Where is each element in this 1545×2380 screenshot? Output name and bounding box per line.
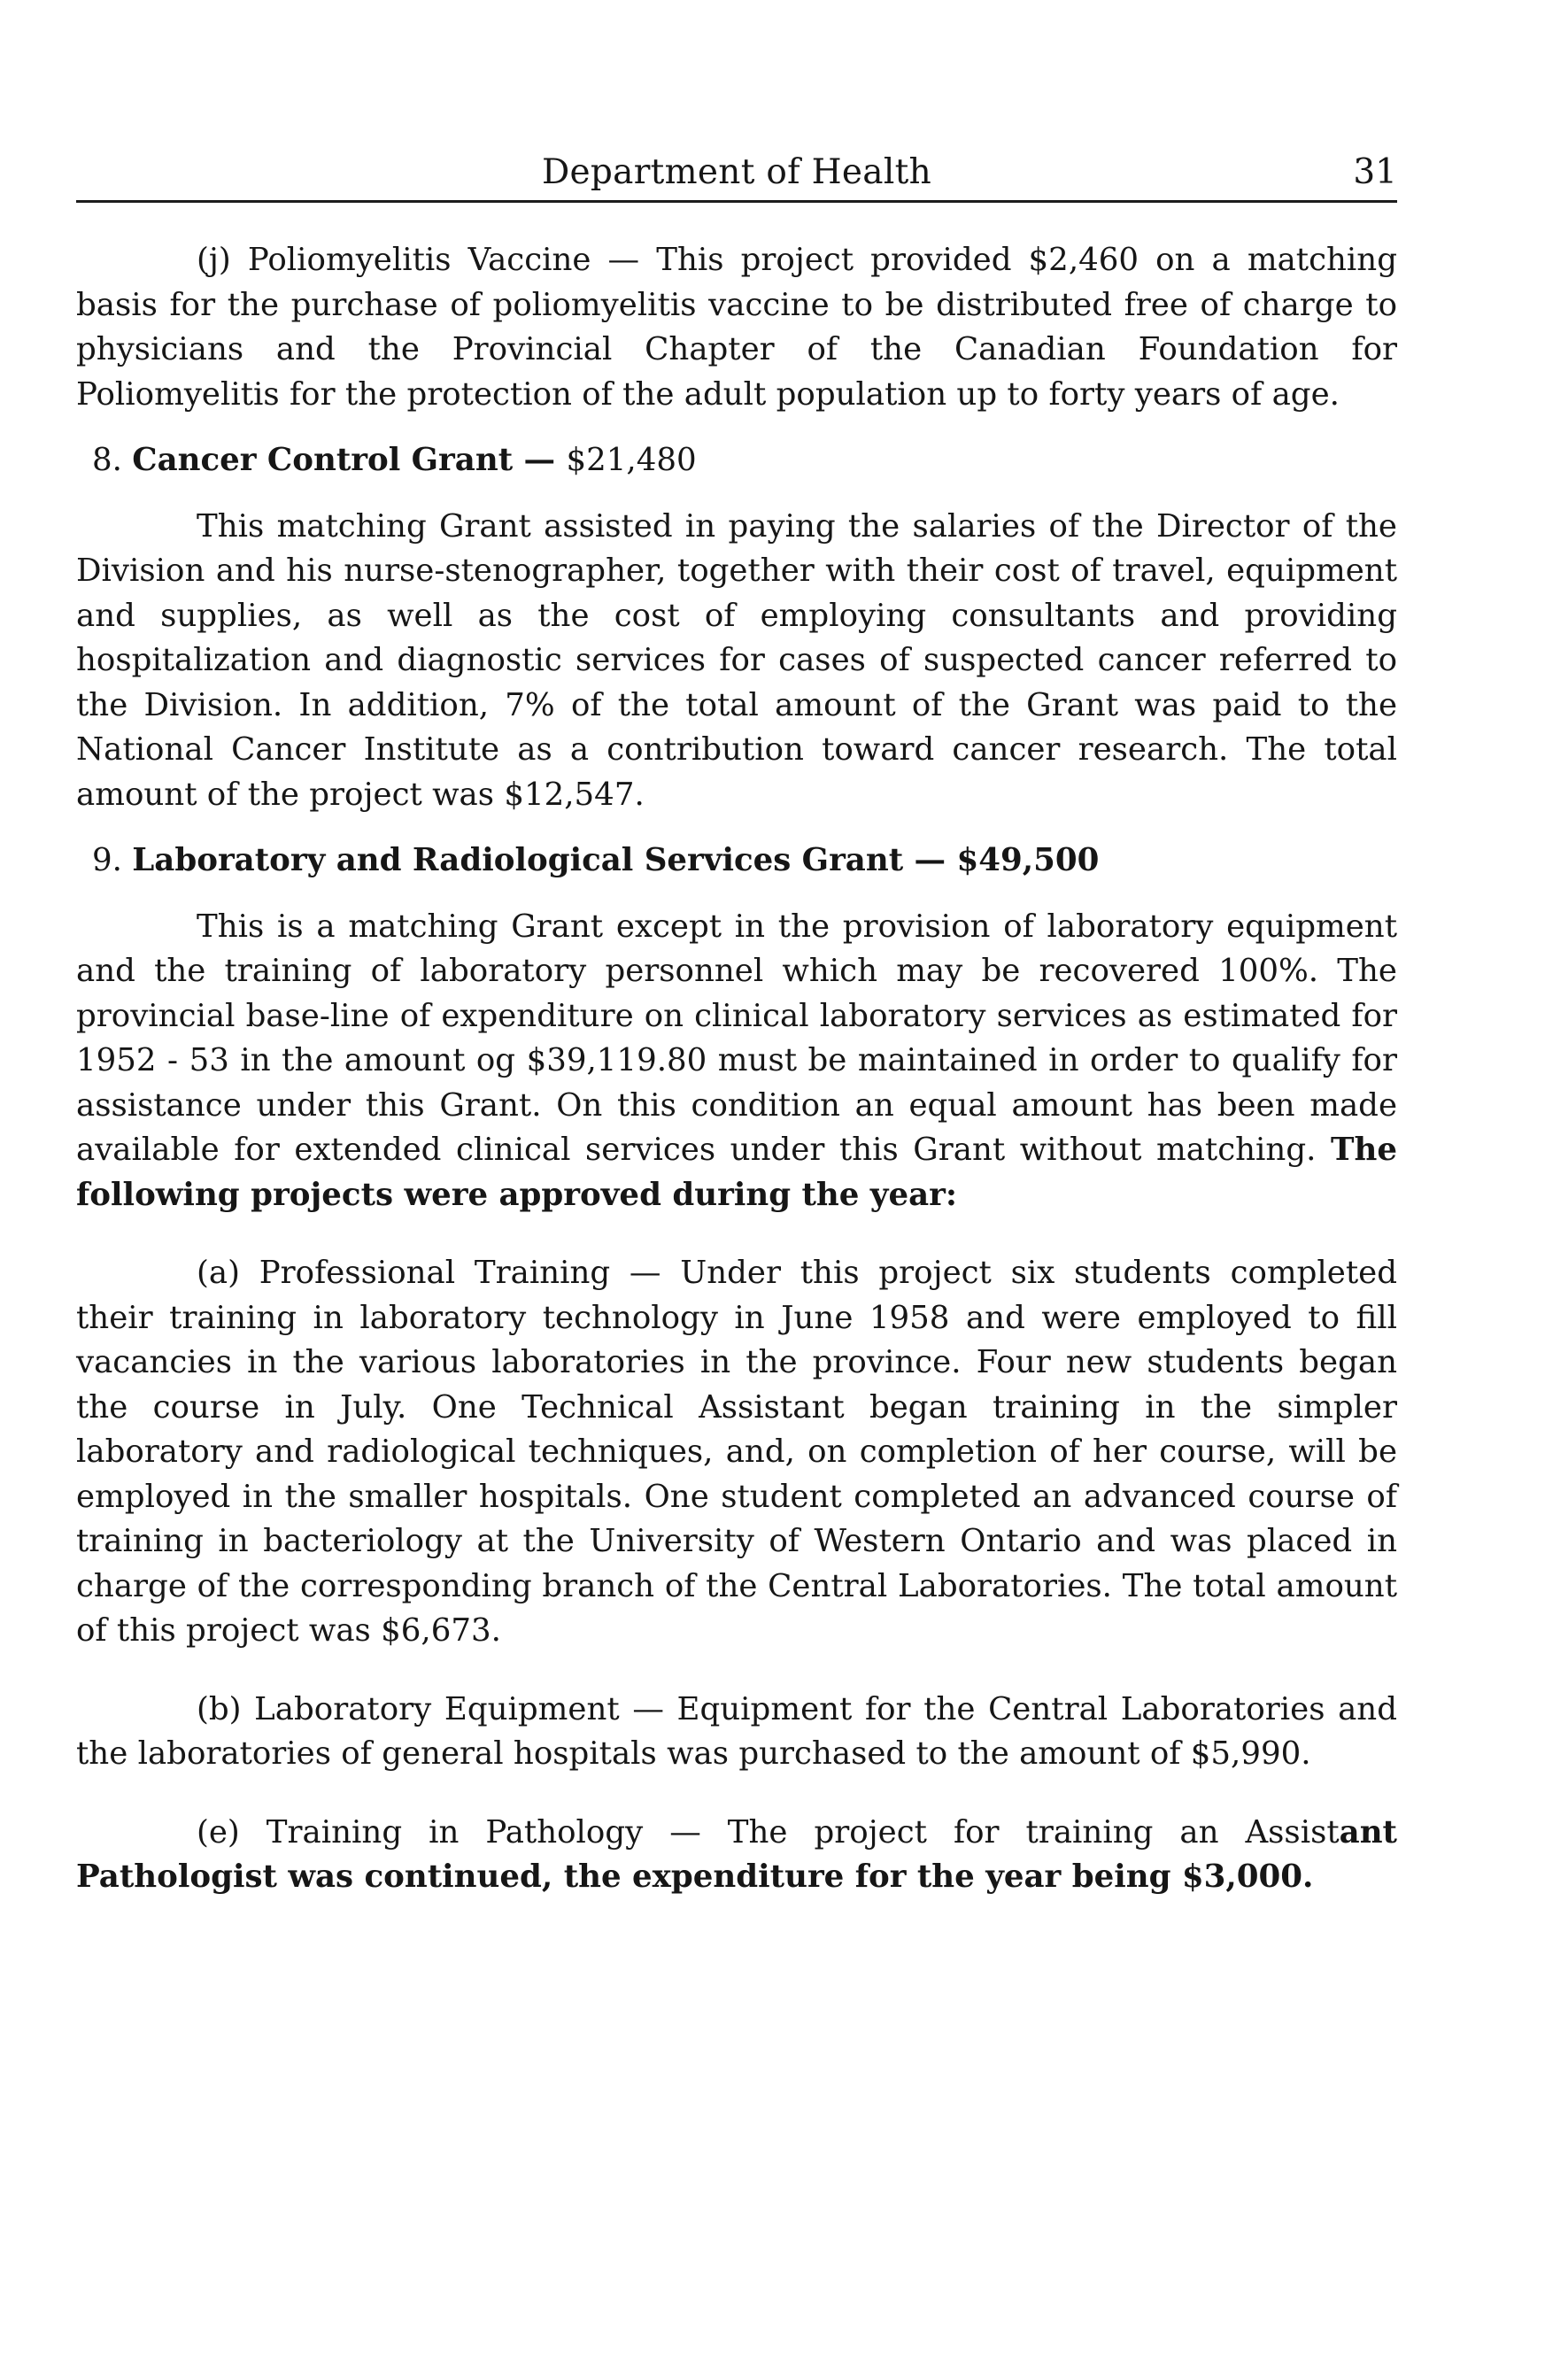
- header-title: Department of Health: [541, 152, 932, 192]
- section-number: 8.: [92, 442, 122, 478]
- header-rule: [76, 200, 1397, 203]
- body-text: [76, 238, 1397, 1900]
- paragraph-laboratory-grant: [76, 905, 1397, 1218]
- section-heading-laboratory: [76, 838, 1397, 884]
- section-title: Cancer Control Grant —: [132, 442, 567, 478]
- page-number: 31: [1353, 152, 1397, 192]
- section-amount: $21,480: [566, 442, 697, 478]
- paragraph-bold-text: ant Pathologist was continued, the expenditure for the year being $3,000.: [76, 1813, 1397, 1895]
- paragraph-training-pathology: [76, 1811, 1397, 1900]
- paragraph-professional-training: (a) Professional Training — Under this project six students completed their training in laboratory technology in June 1958 and were employed to fill vacancies in the various laboratories in the province. Four new students began the course in July. One Technical Assistant began training in the simpler laboratory and radiological techniques, and, on completion of her course, will be employed in the smaller hospitals. One student completed an advanced course of training in bacteriology at the University of Western Ontario and was placed in charge of the corresponding branch of the Central Laboratories. The total amount of this project was $6,673.: [76, 1255, 1397, 1649]
- paragraph-text: This is a matching Grant except in the provision of laboratory equipment and the training of laboratory personnel which may be recovered 100%. The provincial base-line of expenditure on clinical laboratory services as estimated for 1952 - 53 in the amount og $39,119.80 must be maintained in order to qualify for assistance under this Grant. On this condition an equal amount has been made available for extended clinical services under this Grant without matching.: [76, 908, 1397, 1168]
- section-title: Laboratory and Radiological Services Grant — $49,500: [132, 842, 1100, 878]
- paragraph-polio-vaccine: (j) Poliomyelitis Vaccine — This project provided $2,460 on a matching basis for the purchase of poliomyelitis vaccine to be distributed free of charge to physicians and the Provincial Chapter of the Canadian Foundation for Poliomyelitis for the protection of the adult population up to forty years of age.: [76, 242, 1397, 413]
- running-header: [76, 142, 1397, 191]
- paragraph-bold-text: The following projects were approved during the year:: [76, 1132, 1397, 1213]
- document-page: [76, 142, 1397, 1900]
- paragraph-text: (e) Training in Pathology — The project for training an Assist: [197, 1813, 1340, 1851]
- paragraph-laboratory-equipment: (b) Laboratory Equipment — Equipment for the Central Laboratories and the laboratories of general hospitals was purchased to the amount of $5,990.: [76, 1690, 1397, 1772]
- section-heading-cancer: [76, 438, 1397, 483]
- section-number: 9.: [92, 842, 122, 878]
- paragraph-cancer-grant: This matching Grant assisted in paying the salaries of the Director of the Division and his nurse-stenographer, together with their cost of travel, equipment and supplies, as well as the cost of employing consultants and providing hospitalization and diagnostic services for cases of suspected cancer referred to the Division. In addition, 7% of the total amount of the Grant was paid to the National Cancer Institute as a contribution toward cancer research. The total amount of the project was $12,547.: [76, 507, 1397, 813]
